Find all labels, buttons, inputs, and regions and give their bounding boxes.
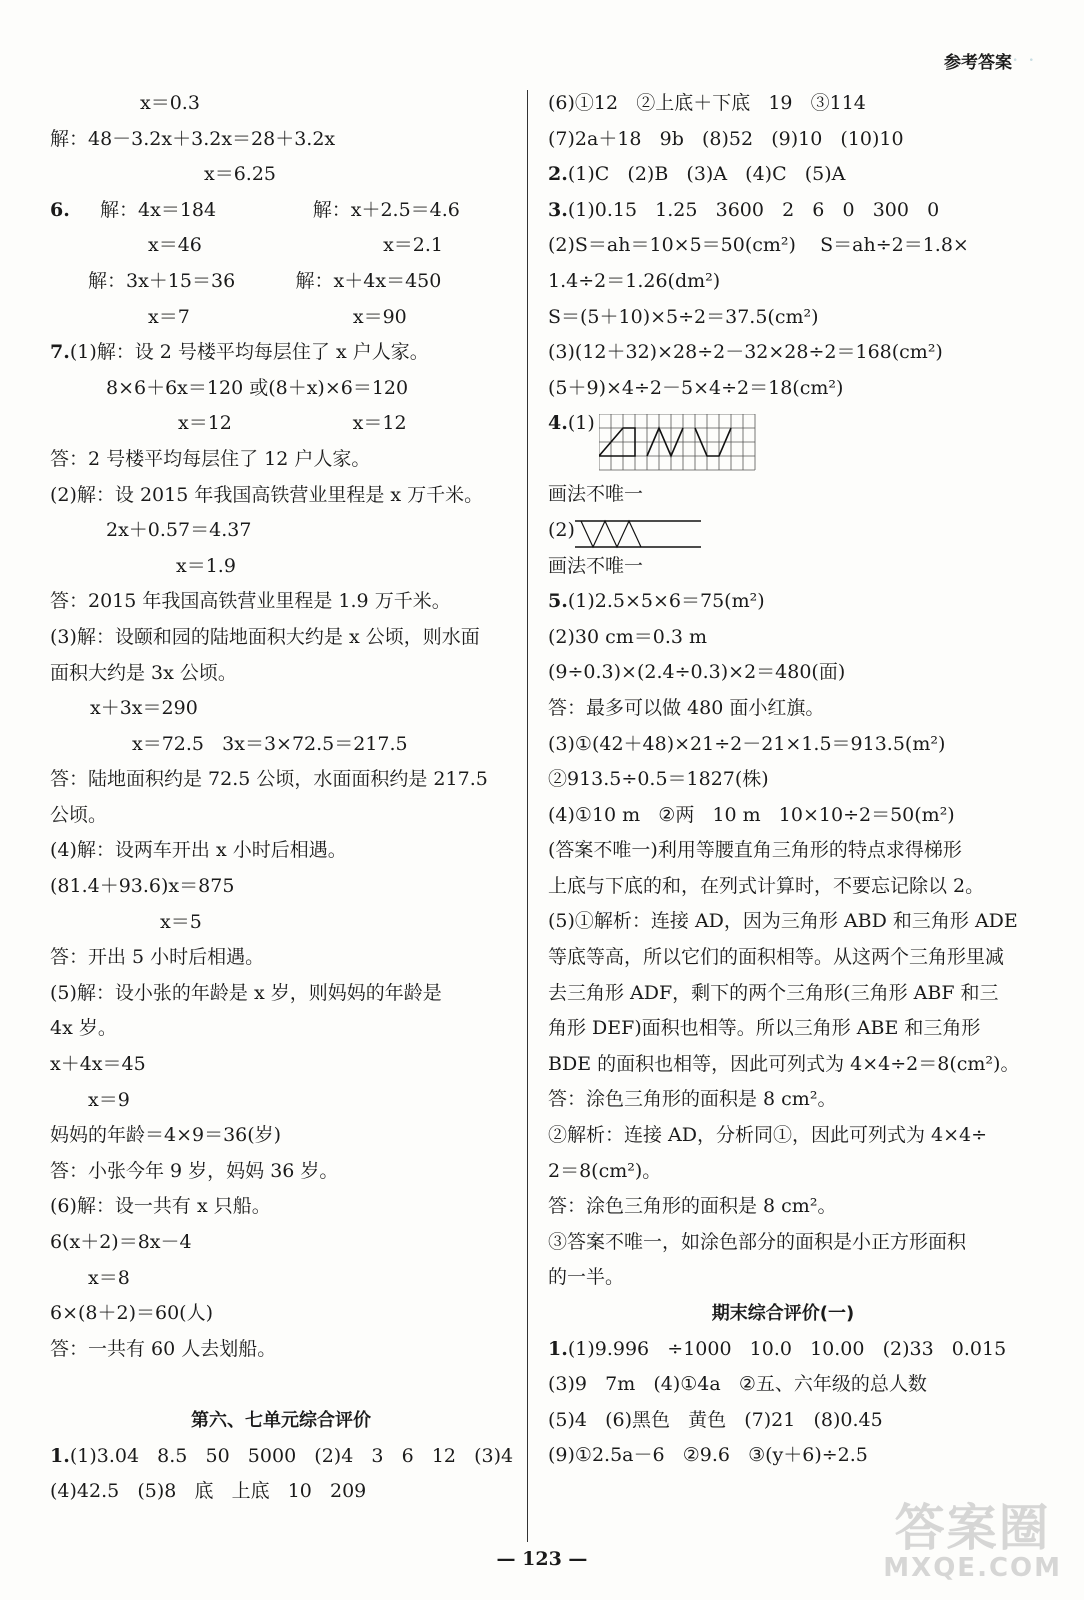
answer-line <box>548 620 1018 656</box>
answer-line <box>548 1367 1018 1403</box>
line-text: (5)①解析：连接 AD，因为三角形 ABD 和三角形 ADE <box>548 910 1018 933</box>
line-text: 答：陆地面积约是 72.5 公顷，水面面积约是 217.5 <box>50 768 488 791</box>
answer-line <box>50 1118 512 1154</box>
answer-line <box>50 228 512 264</box>
line-text: (7)2a＋18 9b (8)52 (9)10 (10)10 <box>548 127 904 150</box>
answer-line <box>548 335 1018 371</box>
answer-line <box>50 513 512 549</box>
header-decoration: • • <box>1012 56 1038 66</box>
line-text: ③答案不唯一，如涂色部分的面积是小正方形面积 <box>548 1230 967 1253</box>
answer-line <box>50 193 512 229</box>
answer-line <box>50 122 512 158</box>
question-number: 3. <box>548 198 568 221</box>
line-text: (6)①12 ②上底＋下底 19 ③114 <box>548 92 866 114</box>
answer-line <box>50 1189 512 1225</box>
line-text: 答：涂色三角形的面积是 8 cm²。 <box>548 1088 837 1111</box>
answer-line <box>50 1367 512 1403</box>
question-number: 2. <box>548 163 568 186</box>
answer-line <box>548 798 1018 834</box>
line-text: (6)解：设一共有 x 只船。 <box>50 1195 271 1218</box>
answer-line <box>548 940 1018 976</box>
line-text: (4)解：设两车开出 x 小时后相遇。 <box>50 839 347 862</box>
line-text: (1) <box>567 412 595 435</box>
answer-line <box>50 264 512 300</box>
line-text: 画法不唯一 <box>548 554 644 577</box>
line-text: 答：最多可以做 480 面小红旗。 <box>548 696 825 719</box>
line-text: 解：48－3.2x＋3.2x＝28＋3.2x <box>50 127 336 150</box>
answer-line <box>50 727 512 763</box>
answer-line <box>50 1474 512 1510</box>
line-text: 答：开出 5 小时后相遇。 <box>50 946 265 969</box>
line-text: x＝46 x＝2.1 <box>148 234 444 257</box>
line-text: (81.4＋93.6)x＝875 <box>50 875 235 898</box>
question-number: 6. <box>50 198 70 221</box>
answer-line <box>50 905 512 941</box>
line-text: x＝72.5 3x＝3×72.5＝217.5 <box>132 732 408 755</box>
answer-line <box>50 406 512 442</box>
answer-line <box>548 406 1018 477</box>
answer-line <box>50 584 512 620</box>
question-number: 4. <box>548 412 568 435</box>
line-text: x＝9 <box>88 1088 130 1111</box>
answer-line <box>548 1011 1018 1047</box>
answer-line <box>548 122 1018 158</box>
answer-line <box>548 976 1018 1012</box>
answer-line <box>50 798 512 834</box>
line-text: x＝7 x＝90 <box>148 305 407 328</box>
line-text: 去三角形 ADF，剩下的两个三角形(三角形 ABF 和三 <box>548 981 999 1004</box>
line-text: 角形 DEF)面积也相等。所以三角形 ABE 和三角形 <box>548 1017 981 1040</box>
line-text: ②913.5÷0.5＝1827(株) <box>548 768 769 791</box>
answer-line <box>50 335 512 371</box>
answer-line <box>548 1403 1018 1439</box>
answer-line <box>548 549 1018 585</box>
line-text: 期末综合评价(一) <box>711 1303 855 1324</box>
line-text: (1)9.996 ÷1000 10.0 10.00 (2)33 0.015 <box>567 1337 1007 1360</box>
answer-line <box>548 1332 1018 1368</box>
line-text: 上底与下底的和，在列式计算时，不要忘记除以 2。 <box>548 874 985 897</box>
answer-line <box>50 157 512 193</box>
answer-line <box>50 1296 512 1332</box>
section-title <box>50 1403 512 1439</box>
line-text: (1)3.04 8.5 50 5000 (2)4 3 6 12 (3)4 <box>69 1444 514 1467</box>
answer-line <box>548 655 1018 691</box>
question-number: 5. <box>548 590 568 613</box>
answer-line <box>50 1154 512 1190</box>
line-text: (3)9 7m (4)①4a ②五、六年级的总人数 <box>548 1373 927 1396</box>
answer-line <box>50 478 512 514</box>
answer-line <box>548 1118 1018 1154</box>
answer-line <box>548 1154 1018 1190</box>
line-text: (1)0.15 1.25 3600 2 6 0 300 0 <box>567 198 940 221</box>
answer-line <box>548 904 1018 940</box>
answer-line <box>50 1011 512 1047</box>
answer-line <box>50 833 512 869</box>
answer-line <box>548 1438 1018 1474</box>
answer-line <box>548 157 1018 193</box>
answer-line <box>50 86 512 122</box>
line-text: (5＋9)×4÷2－5×4÷2＝18(cm²) <box>548 376 844 399</box>
answer-line <box>50 976 512 1012</box>
answer-line <box>548 1189 1018 1225</box>
answer-line <box>50 620 512 656</box>
line-text: (9÷0.3)×(2.4÷0.3)×2＝480(面) <box>548 661 846 684</box>
line-text: 答：涂色三角形的面积是 8 cm²。 <box>548 1195 837 1218</box>
line-text: (答案不唯一)利用等腰直角三角形的特点求得梯形 <box>548 839 962 862</box>
answer-line <box>50 1047 512 1083</box>
answer-line <box>548 477 1018 513</box>
answer-line <box>548 1082 1018 1118</box>
line-text: (3)①(42＋48)×21÷2－21×1.5＝913.5(m²) <box>548 732 946 755</box>
question-number: 1. <box>50 1444 70 1467</box>
watermark-line1: 答案圈 <box>894 1499 1051 1558</box>
answer-line <box>50 1332 512 1368</box>
line-text: x＝6.25 <box>204 163 277 186</box>
line-text: (2)S＝ah＝10×5＝50(cm²) S＝ah÷2＝1.8× <box>548 234 969 257</box>
line-text: 的一半。 <box>548 1266 625 1289</box>
answer-line <box>548 228 1018 264</box>
question-number: 1. <box>548 1337 568 1360</box>
line-text: (3)(12＋32)×28÷2－32×28÷2＝168(cm²) <box>548 341 943 364</box>
line-text: (4)①10 m ②两 10 m 10×10÷2＝50(m²) <box>548 803 955 826</box>
answer-line <box>50 869 512 905</box>
watermark-logo <box>883 1499 1062 1583</box>
line-text: 公顷。 <box>50 803 108 826</box>
line-text: x＝8 <box>88 1266 130 1289</box>
answer-line <box>548 1260 1018 1296</box>
question-number: 7. <box>50 341 70 364</box>
grid-drawing-figure <box>599 414 764 474</box>
answer-line <box>548 371 1018 407</box>
line-text: (4)42.5 (5)8 底 上底 10 209 <box>50 1480 367 1503</box>
answer-line <box>50 762 512 798</box>
answer-line <box>548 869 1018 905</box>
line-text: (1)C (2)B (3)A (4)C (5)A <box>567 163 846 186</box>
answer-line <box>50 371 512 407</box>
line-text: (1)解：设 2 号楼平均每层住了 x 户人家。 <box>69 341 429 364</box>
answer-line <box>548 833 1018 869</box>
line-text: 2＝8(cm²)。 <box>548 1159 662 1182</box>
answer-line <box>548 193 1018 229</box>
section-title <box>548 1296 1018 1332</box>
line-text: (2) <box>548 518 575 541</box>
answer-line <box>548 1047 1018 1083</box>
line-text: 画法不唯一 <box>548 483 644 506</box>
answer-line <box>548 300 1018 336</box>
answer-line <box>50 549 512 585</box>
answer-line <box>50 691 512 727</box>
line-text: 8×6＋6x＝120 或(8＋x)×6＝120 <box>106 376 409 399</box>
line-text: ②解析：连接 AD，分析同①，因此可列式为 4×4÷ <box>548 1124 988 1147</box>
line-text: 答：2015 年我国高铁营业里程是 1.9 万千米。 <box>50 590 451 613</box>
line-text: 答：一共有 60 人去划船。 <box>50 1337 277 1360</box>
line-text: x＝0.3 <box>140 92 200 114</box>
answer-line <box>548 264 1018 300</box>
line-text: x＋3x＝290 <box>90 697 198 720</box>
line-text: (3)解：设颐和园的陆地面积大约是 x 公顷，则水面 <box>50 625 480 648</box>
page-header-title: 参考答案 <box>944 53 1012 73</box>
line-text: 解：4x＝184 解：x＋2.5＝4.6 <box>69 198 460 221</box>
line-text: 4x 岁。 <box>50 1017 117 1040</box>
answer-line <box>548 727 1018 763</box>
line-text: (2)30 cm＝0.3 m <box>548 625 708 648</box>
answer-line <box>50 1083 512 1119</box>
page-number: — 123 — <box>496 1548 588 1570</box>
line-text: 面积大约是 3x 公顷。 <box>50 661 237 684</box>
line-text: (9)①2.5a－6 ②9.6 ③(y＋6)÷2.5 <box>548 1444 868 1467</box>
line-text: x＝5 <box>160 910 202 933</box>
answer-line <box>50 656 512 692</box>
answer-line <box>50 300 512 336</box>
line-text: 6(x＋2)＝8x－4 <box>50 1231 192 1253</box>
left-column <box>50 86 512 1510</box>
line-text: 1.4÷2＝1.26(dm²) <box>548 269 721 292</box>
watermark-line2: MXQE.COM <box>883 1552 1062 1583</box>
line-text: (5)解：设小张的年龄是 x 岁，则妈妈的年龄是 <box>50 981 442 1004</box>
line-text: 解：3x＋15＝36 解：x＋4x＝450 <box>88 269 442 292</box>
line-text: x＝12 x＝12 <box>178 412 407 435</box>
line-text: (2)解：设 2015 年我国高铁营业里程是 x 万千米。 <box>50 483 484 506</box>
answer-line <box>50 940 512 976</box>
answer-line <box>50 1225 512 1261</box>
answer-line <box>548 762 1018 798</box>
answer-line <box>548 86 1018 122</box>
parallel-lines-figure <box>575 517 705 551</box>
line-text: BDE 的面积也相等，因此可列式为 4×4÷2＝8(cm²)。 <box>548 1052 1020 1075</box>
line-text: 妈妈的年龄＝4×9＝36(岁) <box>50 1124 282 1147</box>
answer-line <box>50 1261 512 1297</box>
line-text: S＝(5＋10)×5÷2＝37.5(cm²) <box>548 305 819 328</box>
line-text: 答：2 号楼平均每层住了 12 户人家。 <box>50 447 371 470</box>
line-text: x＝1.9 <box>176 554 236 577</box>
line-text: (1)2.5×5×6＝75(m²) <box>567 590 765 613</box>
line-text: 6×(8＋2)＝60(人) <box>50 1302 214 1325</box>
line-text: 答：小张今年 9 岁，妈妈 36 岁。 <box>50 1159 339 1182</box>
answer-line <box>50 442 512 478</box>
answer-line <box>548 1225 1018 1261</box>
line-text: (5)4 (6)黑色 黄色 (7)21 (8)0.45 <box>548 1408 883 1431</box>
right-column <box>548 86 1018 1474</box>
line-text: 等底等高，所以它们的面积相等。从这两个三角形里减 <box>548 946 1005 969</box>
line-text: 2x＋0.57＝4.37 <box>106 519 252 542</box>
line-text: 第六、七单元综合评价 <box>191 1409 371 1431</box>
answer-line <box>50 1439 512 1475</box>
line-text: x＋4x＝45 <box>50 1053 146 1076</box>
answer-line <box>548 513 1018 549</box>
answer-line <box>548 584 1018 620</box>
column-divider <box>527 90 528 1542</box>
answer-line <box>548 691 1018 727</box>
